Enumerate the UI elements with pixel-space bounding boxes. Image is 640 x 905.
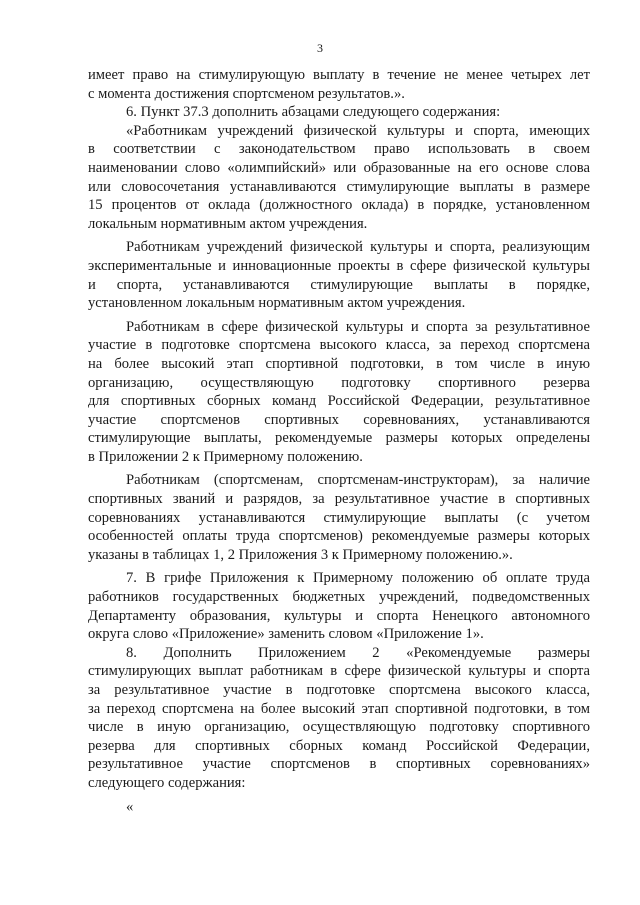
text-line: локальным нормативным актом учреждения. xyxy=(88,215,368,232)
paragraph xyxy=(88,798,590,817)
text-line: числе в иную организацию, осуществляющую подготовку спортивного xyxy=(88,719,590,736)
text-line: участие в подготовке спортсмена высокого класса, за переход спортсмена xyxy=(88,337,590,354)
text-line: работников государственных бюджетных учреждений, подведомственных xyxy=(88,589,590,606)
text-line: экспериментальные и инновационные проекты в сфере физической культуры xyxy=(88,257,590,274)
text-line: за переход спортсмена на более высокий этап спортивной подготовки, в том xyxy=(88,700,590,717)
text-line: 8. Дополнить Приложением 2 «Рекомендуемые размеры xyxy=(126,644,590,661)
opening-quote: « xyxy=(126,798,134,815)
paragraph xyxy=(88,66,590,103)
text-line: с момента достижения спортсменом результатов.». xyxy=(88,85,405,102)
paragraph xyxy=(88,644,590,793)
text-line: участие спортсменов спортивных соревнованиях, устанавливаются xyxy=(88,411,590,428)
text-line: стимулирующих выплат работникам в сфере физической культуры и спорта xyxy=(88,663,590,680)
text-line: в соответствии с законодательством право использовать в своем xyxy=(88,141,590,158)
page-number: 3 xyxy=(317,41,323,55)
document-body xyxy=(88,66,590,816)
text-line: резерва для спортивных сборных команд Российской Федерации, xyxy=(88,737,590,754)
text-line: или словосочетания устанавливаются стимулирующие выплаты в размере xyxy=(88,178,590,195)
text-line: за результативное участие в подготовке спортсмена высокого класса, xyxy=(88,682,590,698)
text-line: Работникам учреждений физической культуры и спорта, реализующим xyxy=(126,239,590,256)
text-line: округа слово «Приложение» заменить словом «Приложение 1». xyxy=(88,626,484,643)
text-line: 7. В грифе Приложения к Примерному положению об оплате труда xyxy=(126,570,590,587)
paragraph xyxy=(88,238,590,312)
text-line: установленном локальным нормативным актом учреждения. xyxy=(88,295,466,312)
paragraph xyxy=(88,103,590,122)
text-line: указаны в таблицах 1, 2 Приложения 3 к Примерному положению.». xyxy=(88,546,513,563)
paragraph xyxy=(88,569,590,643)
text-line: имеет право на стимулирующую выплату в течение не менее четырех лет xyxy=(88,67,590,83)
text-line: Работникам в сфере физической культуры и спорта за результативное xyxy=(126,318,590,335)
text-line: соревнованиях устанавливаются стимулирующие выплаты (с учетом xyxy=(88,509,590,526)
text-line: 6. Пункт 37.3 дополнить абзацами следующего содержания: xyxy=(126,104,501,121)
text-line: следующего содержания: xyxy=(88,774,246,791)
text-line: и спорта, устанавливаются стимулирующие выплаты в порядке, xyxy=(88,276,590,293)
text-line: для спортивных сборных команд Российской Федерации, результативное xyxy=(88,393,590,410)
text-line: стимулирующие выплаты, рекомендуемые размеры которых определены xyxy=(88,430,590,447)
text-line: Работникам (спортсменам, спортсменам-инструкторам), за наличие xyxy=(126,472,590,489)
paragraph xyxy=(88,471,590,564)
text-line: спортивных званий и разрядов, за результативное участие в спортивных xyxy=(88,491,590,508)
paragraph xyxy=(88,122,590,234)
paragraph xyxy=(88,318,590,467)
text-line: наименовании слово «олимпийский» или образованные на его основе слова xyxy=(88,159,590,176)
text-line: «Работникам учреждений физической культуры и спорта, имеющих xyxy=(126,122,590,139)
text-line: 15 процентов от оклада (должностного оклада) в порядке, установленном xyxy=(88,197,590,214)
text-line: на более высокий этап спортивной подготовки, в том числе в иную xyxy=(88,355,590,372)
text-line: Департаменту образования, культуры и спорта Ненецкого автономного xyxy=(88,607,590,624)
text-line: в Приложении 2 к Примерному положению. xyxy=(88,448,363,465)
text-line: результативное участие спортсменов в спортивных соревнованиях» xyxy=(88,756,590,773)
text-line: организацию, осуществляющую подготовку спортивного резерва xyxy=(88,374,590,391)
text-line: особенностей оплаты труда спортсменов) рекомендуемые размеры которых xyxy=(88,528,590,545)
